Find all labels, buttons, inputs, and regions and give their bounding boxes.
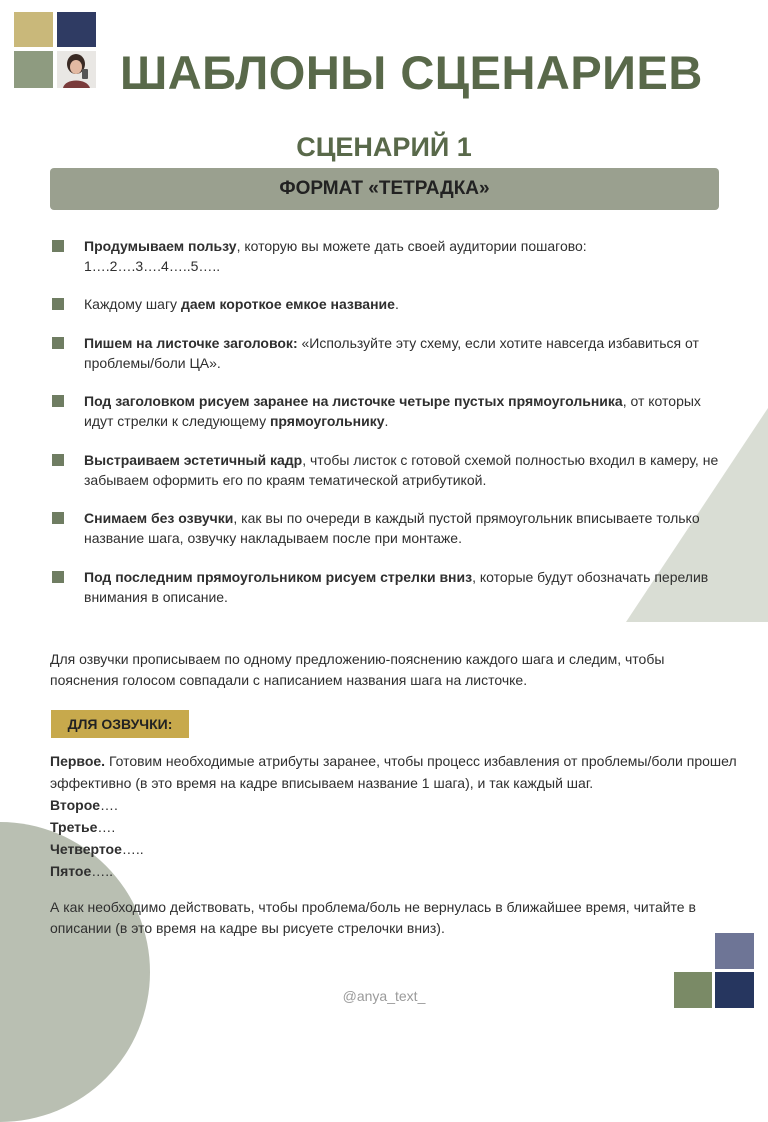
list-item — [50, 294, 720, 314]
item-bold: Снимаем без озвучки — [84, 510, 234, 526]
voiceover-script — [50, 750, 750, 882]
square-bullet-icon — [52, 298, 64, 310]
square-bullet-icon — [52, 395, 64, 407]
square-bullet-icon — [52, 454, 64, 466]
item-text: Каждому шагу — [84, 296, 181, 312]
item-bold: Пишем на листочке заголовок: — [84, 335, 298, 351]
voiceover-note: Для озвучки прописываем по одному предложению-пояснению каждого шага и следим, чтобы пояснения голосом совпадали с написанием названия шага на листочке. — [50, 651, 665, 688]
list-item — [50, 567, 720, 607]
item-text: . — [384, 413, 389, 429]
list-item — [50, 450, 720, 490]
item-bold: Выстраиваем эстетичный кадр — [84, 452, 303, 468]
square-bullet-icon — [52, 337, 64, 349]
format-banner — [50, 168, 719, 210]
avatar — [57, 51, 96, 88]
square-bullet-icon — [52, 512, 64, 524]
voice-step-text: …. — [97, 819, 116, 835]
voice-step-label: Четвертое — [50, 841, 122, 857]
page-title: ШАБЛОНЫ СЦЕНАРИЕВ — [120, 46, 703, 99]
voice-step-text: Готовим необходимые атрибуты заранее, чтобы процесс избавления от проблемы/боли прошел эффективно (в это время на кадре вписываем название 1 шага), и так каждый шаг. — [50, 753, 737, 791]
item-bold: Продумываем пользу — [84, 238, 237, 254]
item-text: . — [394, 296, 399, 312]
decor-square-gold — [14, 12, 53, 47]
voiceover-badge — [51, 710, 189, 738]
list-item — [50, 236, 720, 276]
square-bullet-icon — [52, 240, 64, 252]
author-handle: @anya_text_ — [342, 988, 426, 1004]
voice-step-label: Третье — [50, 819, 98, 835]
closing-text: А как необходимо действовать, чтобы проблема/боль не вернулась в ближайшее время, читайте в описании (в это время на кадре вы рисуете стрелочки вниз). — [50, 899, 696, 936]
voice-line-fifth — [50, 860, 750, 882]
list-item — [50, 508, 720, 548]
square-bullet-icon — [52, 571, 64, 583]
avatar-portrait-icon — [57, 51, 96, 88]
voice-step-text: …. — [100, 797, 118, 813]
steps-list — [50, 236, 720, 607]
decor-square-lavender — [715, 933, 754, 969]
voice-step-label: Пятое — [50, 863, 92, 879]
voice-step-text: ….. — [91, 863, 114, 879]
item-bold: даем короткое емкое название — [180, 296, 395, 312]
item-bold: Под заголовком рисуем заранее на листочке четыре пустых прямоугольника — [84, 393, 623, 409]
voiceover-badge-label: ДЛЯ ОЗВУЧКИ: — [67, 716, 173, 732]
item-text: «Используйте эту схему, если хотите навсегда избавиться от проблемы/боли ЦА». — [84, 335, 699, 371]
item-text: , от которых идут стрелки к следующему — [84, 393, 701, 429]
item-bold: Под последним прямоугольником рисуем стрелки вниз — [84, 569, 473, 585]
voice-step-text: ….. — [121, 841, 144, 857]
voice-line-first — [50, 750, 750, 794]
scenario-title: СЦЕНАРИЙ 1 — [296, 132, 472, 162]
format-label: ФОРМАТ «ТЕТРАДКА» — [279, 178, 490, 199]
item-bold: прямоугольнику — [269, 413, 385, 429]
list-item — [50, 391, 720, 431]
item-text: , которую вы можете дать своей аудитории пошагово: 1….2….3….4…..5….. — [84, 238, 587, 274]
item-text: , как вы по очереди в каждый пустой прямоугольник вписываете только название шага, озвучку накладываем после при монтаже. — [84, 510, 700, 546]
voice-step-label: Второе — [50, 797, 101, 813]
decor-square-sage — [14, 51, 53, 88]
voice-line-fourth — [50, 838, 750, 860]
item-text: , которые будут обозначать перелив внимания в описание. — [84, 569, 709, 605]
decor-square-navy — [57, 12, 96, 47]
voice-line-third — [50, 816, 750, 838]
voice-line-second — [50, 794, 750, 816]
voice-step-label: Первое. — [50, 753, 106, 769]
item-text: , чтобы листок с готовой схемой полностью входил в камеру, не забываем оформить его по краям тематической атрибутикой. — [84, 452, 719, 488]
list-item — [50, 333, 720, 373]
